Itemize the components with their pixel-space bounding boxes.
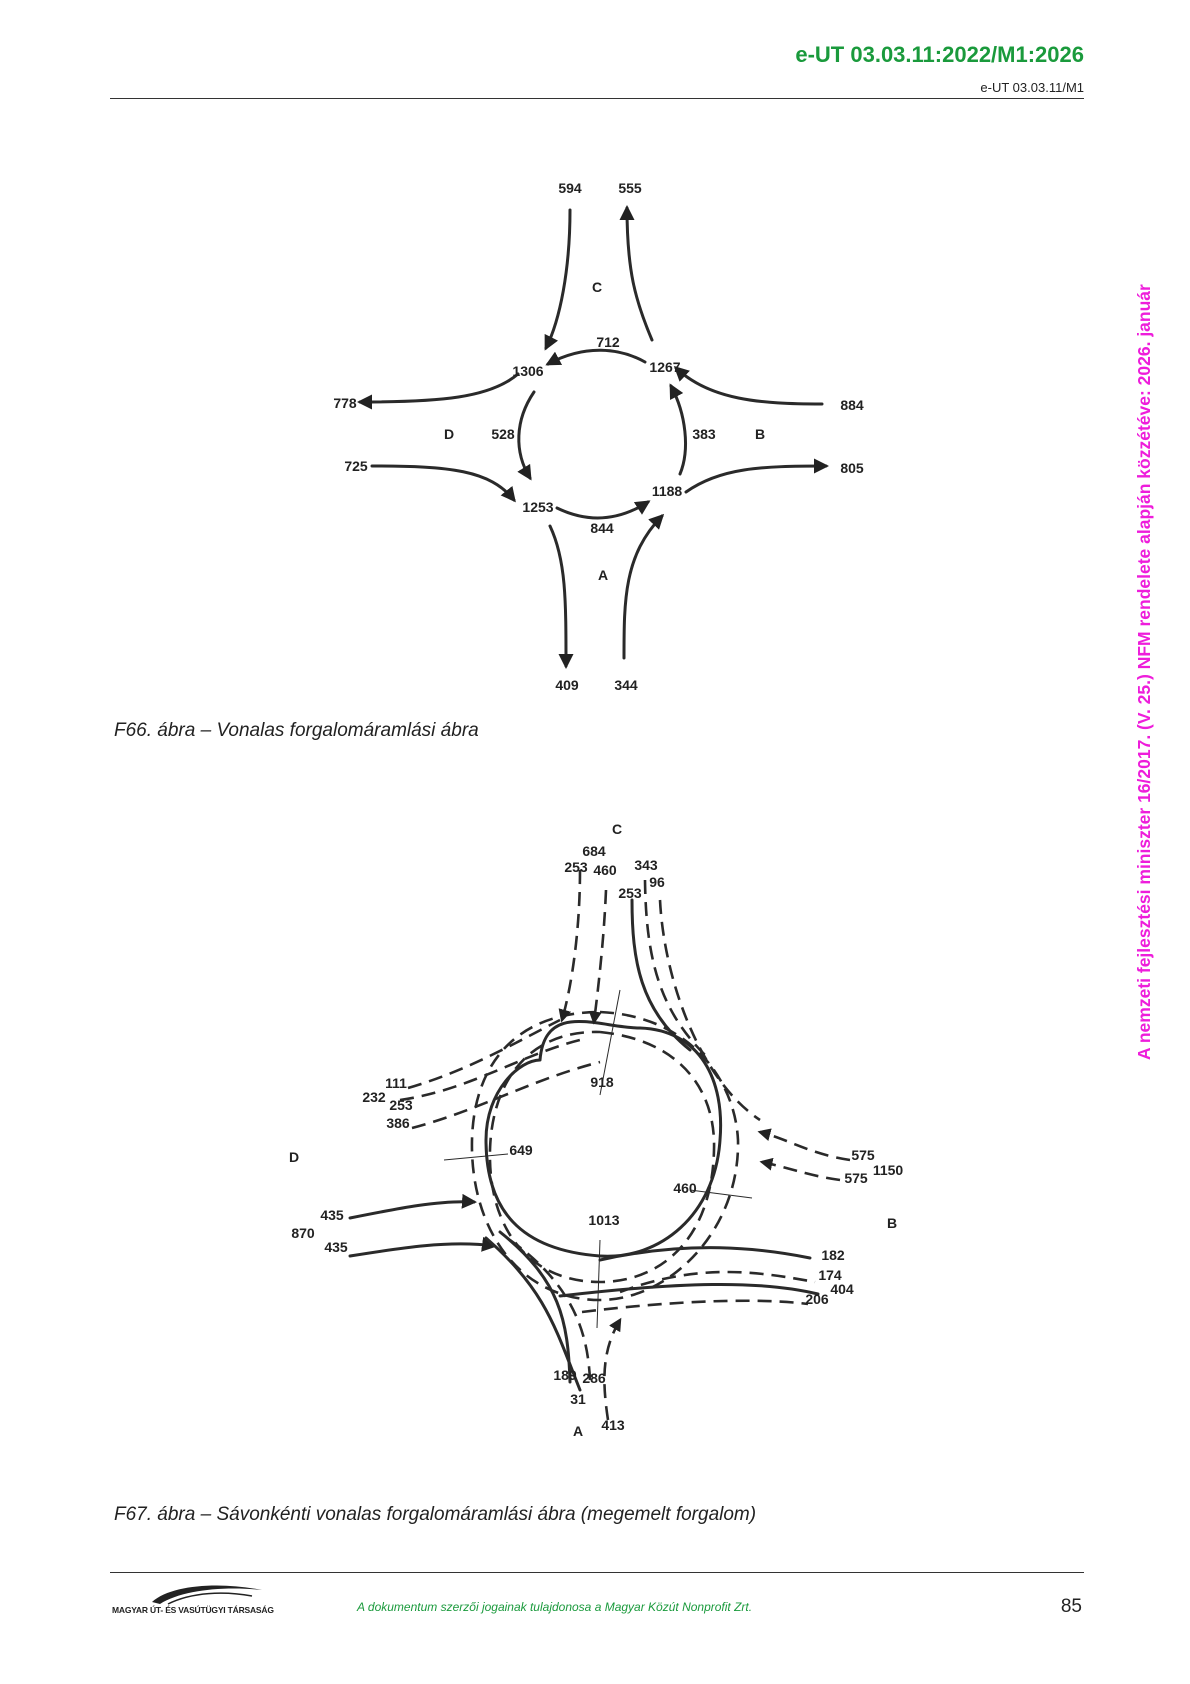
value-b-206: 206 [805, 1291, 829, 1307]
d-entry-flow [372, 466, 514, 500]
value-b-182: 182 [821, 1247, 845, 1263]
value-c-253: 253 [564, 859, 588, 875]
document-subcode: e-UT 03.03.11/M1 [980, 80, 1084, 95]
leg-label-c: C [611, 821, 623, 837]
value-d-out: 778 [333, 395, 357, 411]
value-a-31: 31 [570, 1391, 586, 1407]
ring-top-flow [548, 350, 645, 364]
value-c-96: 96 [649, 874, 665, 890]
page-number: 85 [1060, 1596, 1082, 1617]
value-c-253b: 253 [618, 885, 642, 901]
figure-66-diagram [0, 0, 1190, 720]
b-entry-lane-2 [762, 1162, 840, 1180]
b-exit-lane-206 [582, 1301, 808, 1312]
section-line-460 [690, 1190, 752, 1198]
value-a-in: 344 [614, 677, 638, 693]
value-node-sw: 1253 [522, 499, 554, 515]
leg-label-a: A [572, 1423, 584, 1439]
value-c-out: 555 [618, 180, 642, 196]
value-ring-left: 528 [491, 426, 515, 442]
logo-text: MAGYAR ÚT- ÉS VASÚTÜGYI TÁRSASÁG [112, 1605, 274, 1615]
a-exit-lane-3 [510, 1240, 590, 1380]
c-entry-lane-1 [562, 870, 580, 1020]
leg-label-c: C [591, 279, 603, 295]
value-node-se: 1188 [651, 483, 683, 499]
value-b-575a: 575 [851, 1147, 875, 1163]
a-exit-flow [550, 526, 566, 666]
leg-label-b: B [754, 426, 766, 442]
a-exit-lane-1 [500, 1232, 570, 1382]
value-b-in: 884 [840, 397, 864, 413]
c-entry-lane-2 [594, 890, 606, 1022]
ring-left-flow [519, 392, 534, 478]
section-line-649 [444, 1154, 508, 1160]
a-entry-flow [624, 516, 662, 658]
value-d-870: 870 [291, 1225, 315, 1241]
value-d-in: 725 [344, 458, 368, 474]
a-entry-lane [604, 1320, 620, 1420]
ring-right-flow [671, 386, 686, 474]
value-b-1150: 1150 [872, 1162, 904, 1178]
d-lane-386 [412, 1062, 600, 1128]
value-ring-460: 460 [673, 1180, 697, 1196]
c-exit-flow [627, 208, 652, 340]
b-exit-flow [686, 466, 826, 492]
leg-label-d: D [443, 426, 455, 442]
value-b-out: 805 [840, 460, 864, 476]
value-b-575b: 575 [844, 1170, 868, 1186]
value-a-189: 189 [553, 1367, 577, 1383]
section-line-1013 [597, 1240, 600, 1328]
value-d-253: 253 [389, 1097, 413, 1113]
figure-67-caption: F67. ábra – Sávonkénti vonalas forgalomáramlási ábra (megemelt forgalom) [114, 1504, 757, 1525]
value-d-435a: 435 [320, 1207, 344, 1223]
leg-label-a: A [597, 567, 609, 583]
value-d-386: 386 [386, 1115, 410, 1131]
value-b-174: 174 [818, 1267, 842, 1283]
ring-bottom-flow [557, 502, 648, 518]
value-c-in: 594 [558, 180, 582, 196]
value-b-404: 404 [830, 1281, 854, 1297]
value-node-nw: 1306 [512, 363, 544, 379]
value-d-435b: 435 [324, 1239, 348, 1255]
d-entry-lane-1 [350, 1202, 474, 1218]
value-ring-649: 649 [509, 1142, 533, 1158]
value-ring-918: 918 [590, 1074, 614, 1090]
footer-rule [110, 1572, 1084, 1573]
d-entry-lane-2 [350, 1244, 494, 1256]
leg-label-b: B [886, 1215, 898, 1231]
value-d-111: 111 [385, 1075, 407, 1091]
value-ring-top: 712 [596, 334, 620, 350]
value-a-286: 286 [582, 1370, 606, 1386]
b-entry-flow [676, 368, 822, 404]
value-c-684: 684 [582, 843, 606, 859]
document-code: e-UT 03.03.11:2022/M1:2026 [795, 42, 1084, 67]
d-lane-253 [400, 1040, 580, 1100]
value-a-out: 409 [555, 677, 579, 693]
value-c-460: 460 [593, 862, 617, 878]
figure-67-diagram [0, 800, 1190, 1480]
figure-66-caption: F66. ábra – Vonalas forgalomáramlási ábra [114, 720, 479, 741]
value-node-ne: 1267 [649, 359, 681, 375]
copyright-note: A dokumentum szerzői jogainak tulajdonosa a Magyar Közút Nonprofit Zrt. [357, 1600, 753, 1614]
d-exit-flow [360, 374, 518, 402]
c-exit-lane-3 [660, 900, 760, 1120]
b-entry-lane-1 [760, 1132, 850, 1160]
c-entry-flow [546, 210, 570, 348]
value-ring-right: 383 [692, 426, 716, 442]
value-c-343: 343 [634, 857, 658, 873]
value-a-413: 413 [601, 1417, 625, 1433]
value-d-232: 232 [362, 1089, 386, 1105]
value-ring-bottom: 844 [590, 520, 614, 536]
value-ring-1013: 1013 [588, 1212, 620, 1228]
b-exit-lane-182 [600, 1248, 810, 1260]
publication-note: A nemzeti fejlesztési miniszter 16/2017. (V. 25.) NFM rendelete alapján közzétéve: 2026. január [1134, 284, 1154, 1060]
leg-label-d: D [288, 1149, 300, 1165]
